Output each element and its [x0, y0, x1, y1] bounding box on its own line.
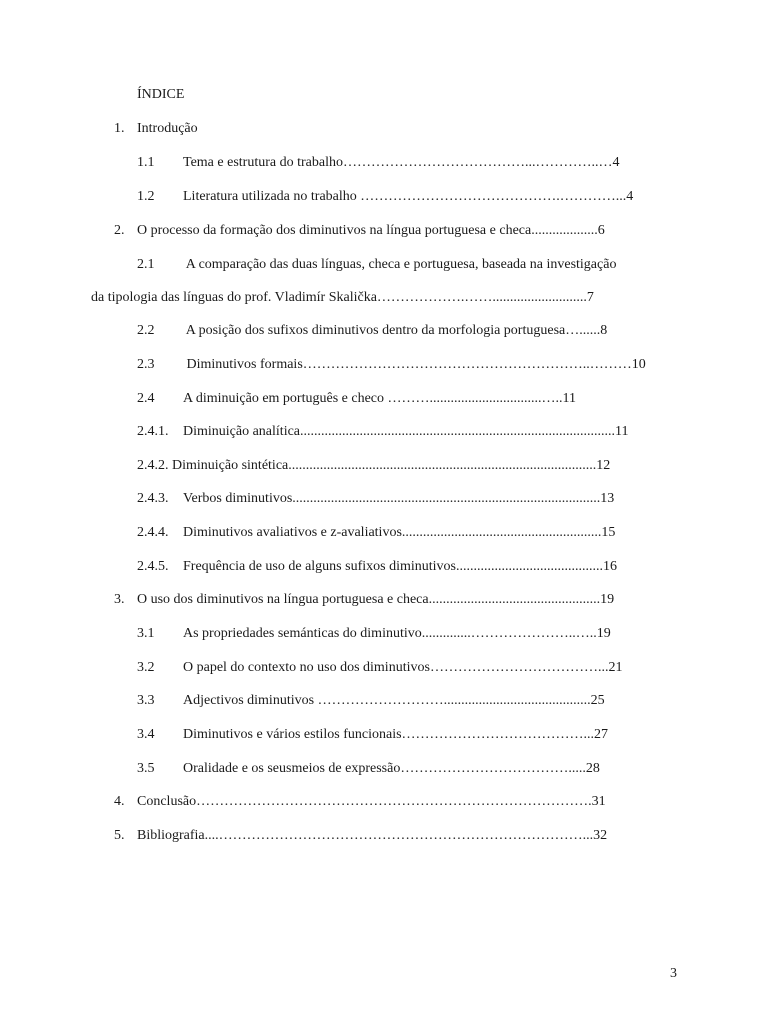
toc-entry-text: da tipologia das línguas do prof. Vladimír Skalička — [91, 290, 377, 305]
toc-entry-page: 10 — [631, 357, 646, 372]
toc-entry-number: 2.4.3. — [137, 491, 169, 506]
toc-entry-text: Oralidade e os seusmeios de expressão — [183, 761, 401, 776]
toc-entry-leader: …………………………………... — [401, 727, 595, 742]
toc-entry-title — [183, 188, 633, 206]
toc-entry-leader: …………………………………………………………………………. — [196, 794, 592, 809]
toc-entry-title — [183, 423, 629, 441]
toc-entry-page: 7 — [586, 290, 594, 305]
toc-entry-page: 27 — [594, 727, 609, 742]
toc-entry-title — [183, 390, 576, 408]
toc-entry-number: 3.2 — [137, 660, 155, 675]
toc-entry-text: Verbos diminutivos — [183, 491, 293, 506]
toc-entry-number: 2.2 — [137, 323, 155, 338]
toc-entry-text: Bibliografia — [137, 828, 205, 843]
toc-entry-title — [183, 524, 615, 542]
toc-entry-page: 8 — [600, 323, 608, 338]
toc-entry-page: 19 — [600, 592, 615, 607]
toc-entry-text: A posição dos sufixos diminutivos dentro da morfologia portuguesa — [183, 323, 566, 338]
toc-entry-number: 3.3 — [137, 693, 155, 708]
toc-entry-number: 1.2 — [137, 189, 155, 204]
toc-entry-text: Adjectivos diminutivos — [183, 693, 315, 708]
toc-entry-title — [137, 793, 606, 811]
toc-entry-text: Literatura utilizada no trabalho — [183, 189, 357, 204]
toc-entry-page: 31 — [591, 794, 606, 809]
toc-entry-title — [183, 760, 600, 778]
toc-entry-text: Introdução — [137, 121, 198, 136]
toc-entry-text: Frequência de uso de alguns sufixos diminutivos — [183, 559, 456, 574]
toc-entry-leader: .......................................................................................... — [300, 424, 616, 439]
toc-entry-text: O uso dos diminutivos na língua portuguesa e checa — [137, 592, 429, 607]
toc-entry-number: 1.1 — [137, 155, 155, 170]
toc-entry-text: A diminuição em português e checo — [183, 391, 384, 406]
toc-entry-page: 6 — [597, 223, 605, 238]
toc-entry-number: 2.1 — [137, 257, 155, 272]
toc-entry-leader: …………………………………...…………..… — [342, 155, 613, 170]
toc-entry-text: Diminutivos avaliativos e z-avaliativos — [183, 525, 402, 540]
toc-entry-leader: ………................................….. — [384, 391, 563, 406]
toc-entry-title — [137, 120, 198, 138]
toc-entry-title — [183, 490, 614, 508]
toc-entry-text: O papel do contexto no uso dos diminutivos — [183, 660, 430, 675]
toc-entry-page: 25 — [590, 693, 605, 708]
toc-entry-title — [91, 289, 594, 307]
toc-entry-number: 3. — [114, 592, 125, 607]
toc-entry-title: Diminuição sintética — [172, 458, 289, 473]
toc-entry-leader: …...... — [565, 323, 601, 338]
toc-entry-page: 11 — [615, 424, 629, 439]
toc-entry-text: A comparação das duas línguas, checa e portuguesa, baseada na investigação — [183, 257, 617, 272]
toc-entry-leader: ..............…………………..….. — [421, 626, 597, 641]
toc-entry-leader: ……………….……........................... — [376, 290, 587, 305]
toc-entry-page: 13 — [600, 491, 615, 506]
toc-entry-title — [137, 222, 605, 240]
toc-entry-title — [137, 827, 607, 845]
toc-entry-number: 3.4 — [137, 727, 155, 742]
toc-entry-page: 4 — [626, 189, 634, 204]
toc-entry-text: Conclusão — [137, 794, 197, 809]
toc-entry-leader: ………………………………... — [429, 660, 609, 675]
toc-entry-page: 4 — [612, 155, 620, 170]
toc-entry-text: As propriedades semánticas do diminutivo — [183, 626, 422, 641]
toc-entry-leader: ………………………………..... — [400, 761, 586, 776]
toc-heading: ÍNDICE — [137, 87, 185, 102]
toc-entry-number: 3.1 — [137, 626, 155, 641]
toc-entry-leader: ................................................. — [428, 592, 601, 607]
toc-entry-number: 5. — [114, 828, 125, 843]
toc-entry-page: 32 — [593, 828, 608, 843]
toc-entry-page: 19 — [596, 626, 611, 641]
toc-entry-text: 2.4.2. Diminuição sintética........................................................................................12 — [137, 458, 611, 473]
toc-entry-title — [137, 591, 614, 609]
toc-entry-title — [183, 154, 619, 172]
toc-entry-page: 21 — [608, 660, 623, 675]
toc-entry-number: 4. — [114, 794, 125, 809]
toc-entry-text: Diminuição analítica — [183, 424, 301, 439]
toc-entry-text: O processo da formação dos diminutivos na língua portuguesa e checa — [137, 223, 532, 238]
toc-entry-page: 12 — [596, 458, 611, 473]
toc-entry-number: 1. — [114, 121, 125, 136]
toc-entry-leader: ........................................................................................ — [292, 491, 601, 506]
toc-entry-title — [183, 558, 617, 576]
toc-entry-page: 15 — [601, 525, 616, 540]
toc-entry-number: 2.4.1. — [137, 424, 169, 439]
page-number: 3 — [670, 966, 677, 981]
toc-entry-number: 3.5 — [137, 761, 155, 776]
toc-entry-text: Diminutivos e vários estilos funcionais — [183, 727, 402, 742]
toc-entry-number: 2. — [114, 223, 125, 238]
toc-entry-title — [183, 726, 608, 744]
toc-entry-title — [183, 625, 611, 643]
toc-entry-leader: ........................................................................................ — [288, 458, 597, 473]
toc-entry-number: 2.3 — [137, 357, 155, 372]
toc-entry-title — [183, 256, 616, 274]
toc-entry-text: Diminutivos formais — [183, 357, 303, 372]
toc-entry-leader: ....……………………………………………………………………... — [204, 828, 594, 843]
toc-entry-page: 16 — [602, 559, 617, 574]
toc-entry-number: 2.4.5. — [137, 559, 169, 574]
toc-entry-number: 2.4 — [137, 391, 155, 406]
toc-entry-number: 2.4.4. — [137, 525, 169, 540]
toc-entry-leader: ................... — [531, 223, 598, 238]
toc-entry-page: 28 — [585, 761, 600, 776]
toc-entry-text: Tema e estrutura do trabalho — [183, 155, 343, 170]
toc-entry-title — [183, 322, 607, 340]
toc-entry-leader: .......................................... — [455, 559, 603, 574]
toc-entry-title — [183, 692, 605, 710]
toc-entry-leader: ……………………….......................................... — [314, 693, 591, 708]
toc-entry-title — [183, 356, 646, 374]
toc-entry-leader: …………………………………….…………... — [356, 189, 627, 204]
toc-entry-leader: ......................................................... — [401, 525, 602, 540]
toc-entry-title — [183, 659, 622, 677]
toc-entry-page: 11 — [562, 391, 576, 406]
toc-entry-leader: ……………………………………………………..……… — [302, 357, 632, 372]
